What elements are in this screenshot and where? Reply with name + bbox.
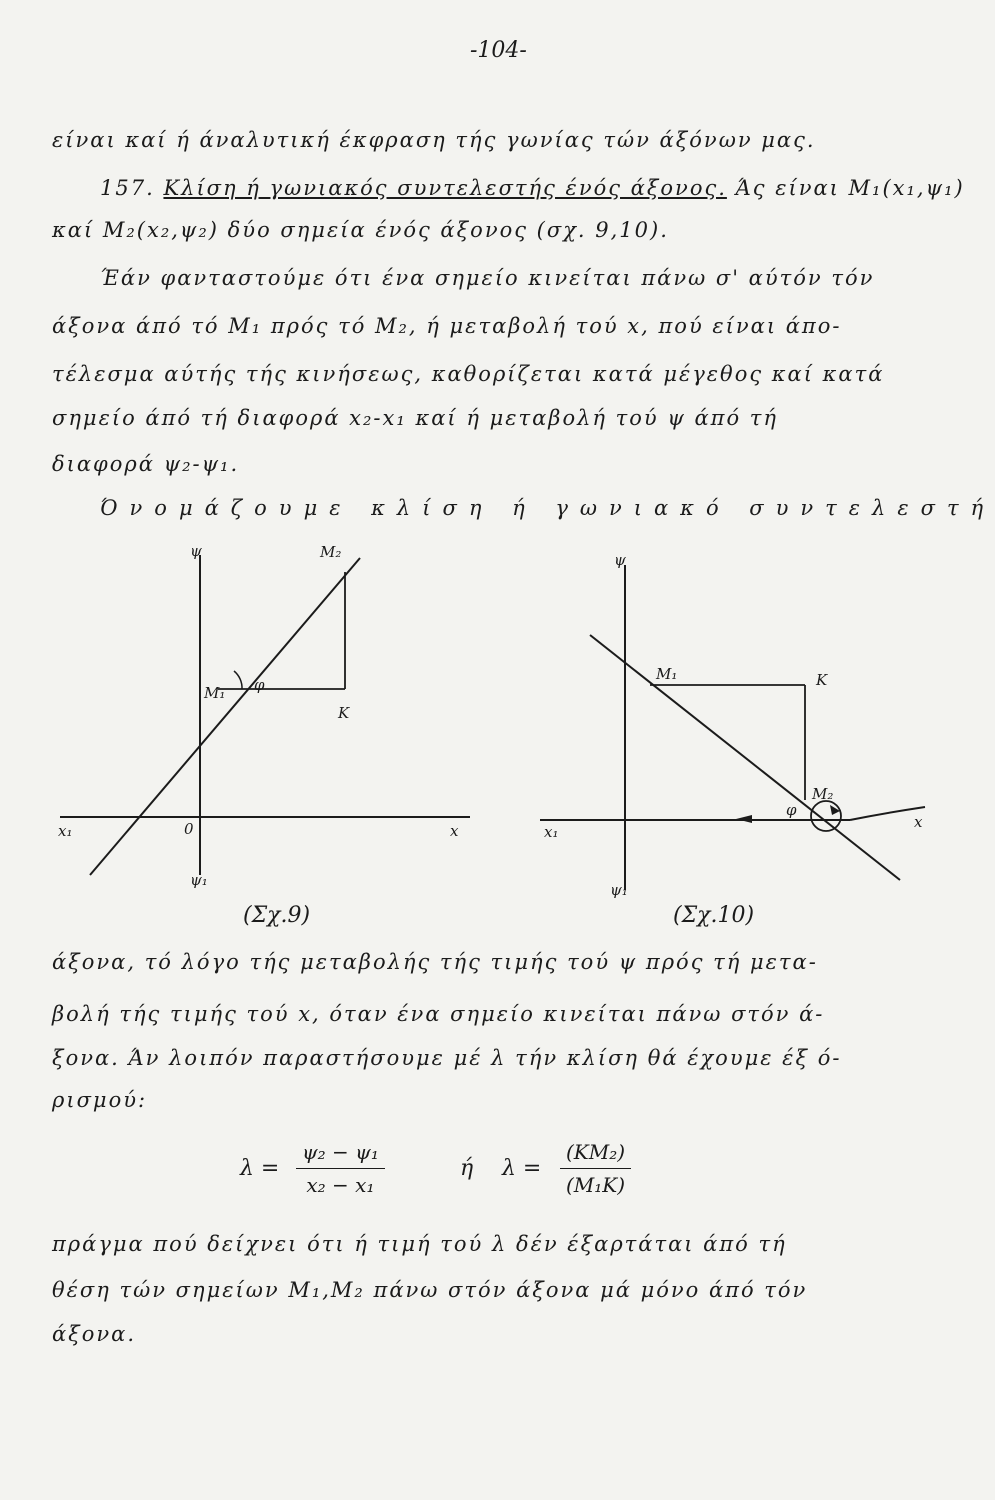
formula-lambda: λ =	[240, 1156, 280, 1181]
label-phi: φ	[254, 676, 265, 694]
label-m2: M₂	[320, 543, 342, 561]
fraction-coordinates	[296, 1140, 385, 1197]
section-title: Κλίση ή γωνιακός συντελεστής ένός άξονος.	[163, 176, 727, 200]
fraction-segments	[560, 1140, 631, 1197]
text-line: σημείο άπό τή διαφορά x₂-x₁ καί ή μεταβολή τού ψ άπό τή	[52, 406, 778, 430]
text-line: άξονα άπό τό M₁ πρός τό M₂, ή μεταβολή τού x, πού είναι άπο-	[52, 314, 842, 338]
text-line: ξονα. Άν λοιπόν παραστήσουμε μέ λ τήν κλίση θά έχουμε έξ ό-	[52, 1046, 842, 1070]
figure-9-caption: (Σχ.9)	[243, 903, 311, 928]
fraction-numerator: (KM₂)	[560, 1140, 631, 1169]
text-line: είναι καί ή άναλυτική έκφραση τής γωνίας τών άξόνων μας.	[52, 128, 816, 152]
label-psi: ψ	[190, 542, 202, 560]
text-line: διαφορά ψ₂-ψ₁.	[52, 452, 240, 476]
label-x1: x₁	[544, 823, 559, 841]
page-number: -104-	[470, 38, 527, 63]
text-line: Έάν φανταστούμε ότι ένα σημείο κινείται πάνω σ' αύτόν τόν	[100, 266, 875, 290]
text-line: βολή τής τιμής τού x, όταν ένα σημείο κινείται πάνω στόν ά-	[52, 1002, 825, 1026]
text-line: άξονα.	[52, 1322, 137, 1346]
section-heading	[100, 176, 965, 200]
formula-or: ή	[460, 1156, 474, 1181]
label-psi1: ψ₁	[190, 871, 208, 889]
label-m2: M₂	[812, 785, 834, 803]
figure-9	[50, 540, 490, 890]
text-line: θέση τών σημείων M₁,M₂ πάνω στόν άξονα μά μόνο άπό τόν	[52, 1278, 808, 1302]
label-x: x	[450, 822, 459, 840]
label-x: x	[914, 813, 923, 831]
figure-10	[530, 545, 930, 900]
text-line: Όνομάζουμε κλίση ή γωνιακό συντελεστή	[100, 496, 995, 520]
section-number: 157.	[100, 176, 155, 200]
label-psi: ψ	[614, 551, 626, 569]
label-psi1: ψ₁	[610, 881, 628, 899]
fraction-denominator: x₂ − x₁	[306, 1173, 375, 1197]
text-line: άξονα, τό λόγο τής μεταβολής τής τιμής τού ψ πρός τή μετα-	[52, 950, 818, 974]
text-line: ρισμού:	[52, 1088, 148, 1112]
fraction-denominator: (M₁K)	[566, 1173, 626, 1197]
text-line: καί M₂(x₂,ψ₂) δύο σημεία ένός άξονος (σχ. 9,10).	[52, 218, 669, 242]
label-m1: M₁	[656, 665, 678, 683]
text-line: πράγμα πού δείχνει ότι ή τιμή τού λ δέν έξαρτάται άπό τή	[52, 1232, 787, 1256]
label-origin: 0	[184, 820, 194, 838]
label-k: K	[816, 671, 828, 689]
label-m1: M₁	[204, 684, 226, 702]
text-line: τέλεσμα αύτής τής κινήσεως, καθορίζεται κατά μέγεθος καί κατά	[52, 362, 885, 386]
slope-formula	[240, 1140, 700, 1200]
figure-10-caption: (Σχ.10)	[673, 903, 755, 928]
fraction-numerator: ψ₂ − ψ₁	[296, 1140, 385, 1169]
label-x1: x₁	[58, 822, 73, 840]
label-k: K	[338, 704, 350, 722]
label-phi: φ	[786, 801, 797, 819]
text-line-continuation: Άς είναι M₁(x₁,ψ₁)	[735, 176, 965, 200]
formula-lambda: λ =	[502, 1156, 542, 1181]
